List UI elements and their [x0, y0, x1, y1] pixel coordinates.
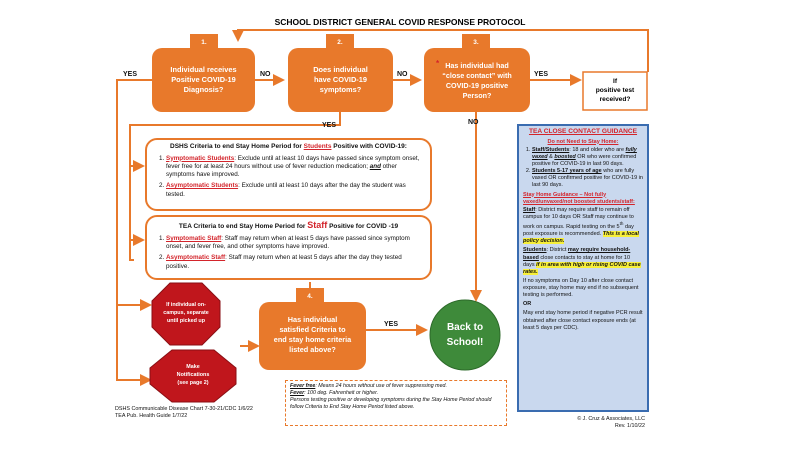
not-need-list: [523, 147, 643, 190]
yes-label-step1: YES: [123, 71, 138, 78]
step-2-line-2: have COVID-19: [314, 75, 367, 84]
yes-label-step2: YES: [322, 122, 337, 129]
step-3-number: 3.: [473, 39, 479, 46]
persons-note: Persons testing positive or developing symptoms during the Stay Home Period should follow Criteria to End Stay Home Period listed above.: [290, 397, 492, 411]
students-guidance: Students: District may require household-based close contacts to stay at home for 10 days if in area with high or rising COVID case rates.: [523, 247, 641, 275]
back-to-school-line-2: School!: [446, 337, 484, 348]
step-4-number: 4.: [307, 293, 313, 300]
footer-source-2: TEA Pub. Health Guide 1/7/22: [115, 413, 188, 420]
no-label-step2: NO: [397, 71, 408, 78]
list-item: 2. Students 5-17 years of age who are fully vaxed OR confirmed positive for COVID-19 in last 90 days.: [532, 168, 643, 189]
positive-test-line-1: If: [612, 78, 618, 85]
step-3-line-4: Person?: [462, 91, 492, 100]
list-item: 2. Asymptomatic Students: Exclude until at least 10 days after the day the student was tested.: [166, 182, 422, 199]
step-4-line-2: satisfied Criteria to: [279, 325, 346, 334]
step-4-line-3: end stay home criteria: [273, 335, 352, 344]
no-label-step1: NO: [260, 71, 271, 78]
step-3-line-3: COVID-19 positive: [445, 81, 509, 90]
dshs-criteria-list: [155, 155, 422, 199]
step-1-line-3: Diagnosis?: [183, 85, 224, 94]
close-contact-guidance-panel: [517, 124, 649, 412]
tea-criteria-title: TEA Criteria to end Stay Home Period for Staff Positive for COVID -19: [178, 220, 399, 230]
guidance-title: TEA CLOSE CONTACT GUIDANCE: [528, 128, 638, 135]
footer-revision-line: Rev. 1/10/22: [614, 423, 645, 430]
page-title: SCHOOL DISTRICT GENERAL COVID RESPONSE PROTOCOL: [274, 17, 526, 27]
step-2-line-3: symptoms?: [319, 85, 362, 94]
step-1-number: 1.: [201, 39, 207, 46]
step-4-line-1: Has individual: [287, 315, 338, 324]
step-2-decision: [288, 34, 393, 112]
footer-sources: [115, 406, 253, 421]
octagon-2-line-2: Notifications: [176, 372, 210, 378]
pcr-guidance: May end stay home period if negative PCR result obtained after close contact exposure ends (at least 5 days per CDC).: [523, 310, 643, 331]
not-need-heading: Do not Need to Stay Home:: [547, 138, 619, 145]
step-1-decision: [152, 34, 255, 112]
fever-note: Fever: 100 deg. Fahrenheit or higher.: [290, 390, 379, 397]
yes-label-step3: YES: [534, 71, 549, 78]
step-4-decision: [259, 288, 366, 370]
step-2-line-1: Does individual: [313, 65, 368, 74]
octagon-1-line-3: until picked up: [166, 318, 206, 324]
dshs-criteria-title: DSHS Criteria to end Stay Home Period for Students Positive with COVID-19:: [170, 143, 407, 150]
tea-criteria-box: [145, 215, 432, 280]
tea-criteria-list: [155, 235, 422, 271]
step-3-line-2: “close contact” with: [442, 71, 512, 80]
octagon-notifications: [150, 350, 236, 402]
step-1-line-1: Individual receives: [170, 65, 237, 74]
octagon-1-line-2: campus, separate: [163, 310, 209, 316]
octagon-2-line-3: (see page 2): [177, 380, 209, 386]
fever-free-note: Fever free: Means 24 hours without use of fever suppressing med.: [290, 383, 447, 389]
step-1-line-2: Positive COVID-19: [171, 75, 236, 84]
step-3-decision: [424, 34, 530, 112]
dshs-criteria-box: [145, 138, 432, 211]
stay-home-heading: Stay Home Guidance – Not fully vaxed/unvaxed/not boosted students/staff:: [523, 191, 635, 205]
no-label-step3: NO: [468, 119, 479, 126]
back-to-school-circle: [430, 300, 500, 370]
octagon-separate: [152, 283, 220, 345]
step-2-number: 2.: [337, 39, 343, 46]
back-to-school-line-1: Back to: [446, 322, 484, 333]
footer-source-1: DSHS Communicable Disease Chart 7-30-21/CDC 1/6/22: [115, 406, 253, 412]
list-item: 1. Staff/Students: 18 and older who are fully vaxed & boosted OR who were confirmed positive for COVID-19 in last 90 days.: [532, 147, 643, 168]
octagon-2-line-1: Make: [186, 364, 200, 370]
step-4-line-4: listed above?: [289, 345, 336, 354]
list-item: 1. Symptomatic Students: Exclude until at least 10 days have passed since symptom onset, fever free for at least 24 hours without use of fever reduction medication; and other symptoms have improved.: [166, 155, 422, 180]
positive-test-line-2: positive test: [595, 87, 635, 94]
positive-test-line-3: received?: [599, 96, 631, 103]
footer-copyright-line: © J. Cruz & Associates, LLC: [577, 416, 645, 422]
footer-copyright: [560, 416, 645, 431]
list-item: 2. Asymptomatic Staff: Staff may return when at least 5 days after the day they tested positive.: [166, 254, 422, 271]
step-3-line-1: Has individual had: [445, 61, 509, 70]
positive-test-box: [583, 72, 647, 110]
or-separator: OR: [523, 301, 532, 308]
list-item: 1. Symptomatic Staff: Staff may return when at least 5 days have passed since symptom onset, and fever free, and other symptoms have improved.: [166, 235, 422, 252]
fever-notes-box: [285, 380, 507, 426]
octagon-1-line-1: If individual on-: [166, 302, 206, 308]
yes-label-step4: YES: [384, 321, 399, 328]
step-3-asterisk: *: [436, 59, 440, 68]
day-10-guidance: If no symptoms on Day 10 after close contact exposure, stay home may end if no subsequent testing is performed.: [523, 277, 639, 299]
staff-guidance: Staff: District may require staff to remain off campus for 10 days OR Staff may continue to work on campus. Rapid testing on the 5th day post exposure is recommended. This is a local policy decision.: [523, 206, 639, 245]
